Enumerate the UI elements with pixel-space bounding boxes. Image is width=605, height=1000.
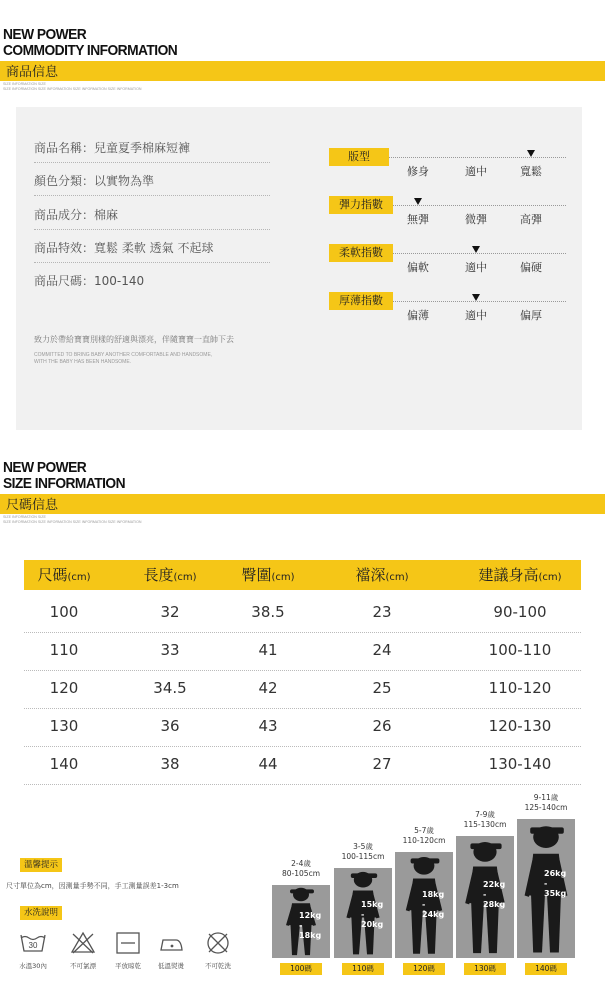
selected-arrow-icon <box>472 246 480 253</box>
table-row-divider <box>24 784 581 785</box>
size-table-cell: 130 <box>49 717 79 735</box>
size-table-cell: 36 <box>160 717 180 735</box>
svg-text:30: 30 <box>28 941 38 950</box>
size-table-cell: 120-130 <box>488 717 552 735</box>
care-label: 水溫30內 <box>19 962 47 970</box>
flat-dry-icon <box>115 931 141 955</box>
wash-tag: 水洗說明 <box>20 906 62 920</box>
weight-range: 26kg - 35kg <box>544 869 567 899</box>
info-row-material: 商品成分：棉麻 <box>34 206 270 230</box>
size-table-cell: 38.5 <box>251 603 285 621</box>
size-table-header: 尺碼(cm) <box>37 566 91 584</box>
section2-bar <box>0 494 605 514</box>
attribute-option: 無彈 <box>407 213 429 226</box>
info-row-sizes: 商品尺碼：100-140 <box>34 274 145 288</box>
size-table-cell: 42 <box>258 679 278 697</box>
section-title-line1: NEW POWER <box>3 26 87 43</box>
size-table-cell: 34.5 <box>153 679 187 697</box>
size-table-cell: 32 <box>160 603 180 621</box>
attribute-option: 適中 <box>465 165 487 178</box>
size-table-header: 襠深(cm) <box>355 566 409 584</box>
size-tag: 110碼 <box>342 963 384 975</box>
care-label: 低溫熨燙 <box>158 962 184 970</box>
care-label: 平放晾乾 <box>115 962 141 970</box>
size-table-cell: 25 <box>372 679 392 697</box>
attribute-label: 彈力指數 <box>329 196 393 214</box>
attribute-option: 寬鬆 <box>520 165 542 178</box>
attribute-label: 厚薄指數 <box>329 292 393 310</box>
size-table-cell: 100 <box>49 603 79 621</box>
weight-range: 12kg - 18kg <box>299 911 322 941</box>
section-bar-label: 商品信息 <box>6 65 59 80</box>
info-row-features: 商品特效：寬鬆 柔軟 透氣 不起球 <box>34 239 270 263</box>
attribute-option: 適中 <box>465 261 487 274</box>
size-table-cell: 38 <box>160 755 180 773</box>
size-table-header: 臀圍(cm) <box>241 566 295 584</box>
selected-arrow-icon <box>472 294 480 301</box>
care-label: 不可乾洗 <box>205 962 231 970</box>
size-table-cell: 110-120 <box>488 679 552 697</box>
attribute-option: 高彈 <box>520 213 542 226</box>
size-table-cell: 43 <box>258 717 278 735</box>
size-table-cell: 27 <box>372 755 392 773</box>
attribute-option: 偏硬 <box>520 261 542 274</box>
size-table-cell: 130-140 <box>488 755 552 773</box>
size-table-header: 建議身高(cm) <box>478 566 562 584</box>
size-tag: 100碼 <box>280 963 322 975</box>
info-row-name: 商品名稱：兒童夏季棉麻短褲 <box>34 139 270 163</box>
attribute-scale-line <box>393 205 566 206</box>
slogan-en: COMMITTED TO BRING BABY ANOTHER COMFORTABLE AND HANDSOME, WITH THE BABY HAS BEEN HANDSOME. <box>34 352 213 365</box>
no-bleach-icon <box>70 931 96 955</box>
size-table-cell: 100-110 <box>488 641 552 659</box>
size-table-cell: 26 <box>372 717 392 735</box>
size-table-cell: 120 <box>49 679 79 697</box>
attribute-scale-line <box>393 253 566 254</box>
attribute-option: 偏厚 <box>520 309 542 322</box>
tiny-caption-2: SIZE INFORMATION SIZE SIZE INFORMATION SIZE INFORMATION SIZE INFORMATION SIZE INFORMATION <box>3 515 142 524</box>
attribute-option: 修身 <box>407 165 429 178</box>
size-tag: 120碼 <box>403 963 445 975</box>
size-table-cell: 110 <box>49 641 79 659</box>
selected-arrow-icon <box>414 198 422 205</box>
info-row-color: 顏色分類：以實物為準 <box>34 172 270 196</box>
warm-tip-text: 尺寸單位為cm，因測量手勢不同，手工測量誤差1-3cm <box>6 882 179 890</box>
size-table-cell: 90-100 <box>493 603 547 621</box>
age-label: 5-7歲 110-120cm <box>402 826 446 845</box>
attribute-label: 柔軟指數 <box>329 244 393 262</box>
size-table-cell: 33 <box>160 641 180 659</box>
tiny-caption: SIZE INFORMATION SIZE SIZE INFORMATION SIZE INFORMATION SIZE INFORMATION SIZE INFORMATION <box>3 82 142 91</box>
attribute-label: 版型 <box>329 148 389 166</box>
low-iron-icon <box>158 931 184 955</box>
care-label: 不可氯漂 <box>70 962 96 970</box>
size-table-cell: 44 <box>258 755 278 773</box>
attribute-scale-line <box>389 157 566 158</box>
age-label: 7-9歲 115-130cm <box>463 810 507 829</box>
section2-bar-label: 尺碼信息 <box>6 498 59 513</box>
warm-tip-tag: 溫馨提示 <box>20 858 62 872</box>
age-label: 3-5歲 100-115cm <box>341 842 385 861</box>
slogan-cn: 致力於帶給寶寶別樣的舒適與漂亮，伴隨寶寶一直帥下去 <box>34 335 234 344</box>
size-tag: 140碼 <box>525 963 567 975</box>
size-table-cell: 140 <box>49 755 79 773</box>
age-label: 2-4歲 80-105cm <box>282 859 320 878</box>
size-table-header: 長度(cm) <box>143 566 197 584</box>
weight-range: 15kg - 20kg <box>361 900 384 930</box>
attribute-option: 微彈 <box>465 213 487 226</box>
attribute-option: 偏薄 <box>407 309 429 322</box>
age-label: 9-11歲 125-140cm <box>524 793 568 812</box>
weight-range: 22kg - 28kg <box>483 879 506 909</box>
section2-title-line1: NEW POWER <box>3 459 87 476</box>
size-table-cell: 24 <box>372 641 392 659</box>
wash-30-icon <box>20 931 46 955</box>
section-bar <box>0 61 605 81</box>
attribute-scale-line <box>393 301 566 302</box>
size-tag: 130碼 <box>464 963 506 975</box>
section-title-line2: COMMODITY INFORMATION <box>3 42 178 59</box>
selected-arrow-icon <box>527 150 535 157</box>
weight-range: 18kg - 24kg <box>422 890 445 920</box>
attribute-option: 適中 <box>465 309 487 322</box>
size-table-cell: 23 <box>372 603 392 621</box>
section2-title-line2: SIZE INFORMATION <box>3 475 126 492</box>
size-table-cell: 41 <box>258 641 278 659</box>
no-tumble-dry-icon <box>205 931 231 955</box>
attribute-option: 偏軟 <box>407 261 429 274</box>
